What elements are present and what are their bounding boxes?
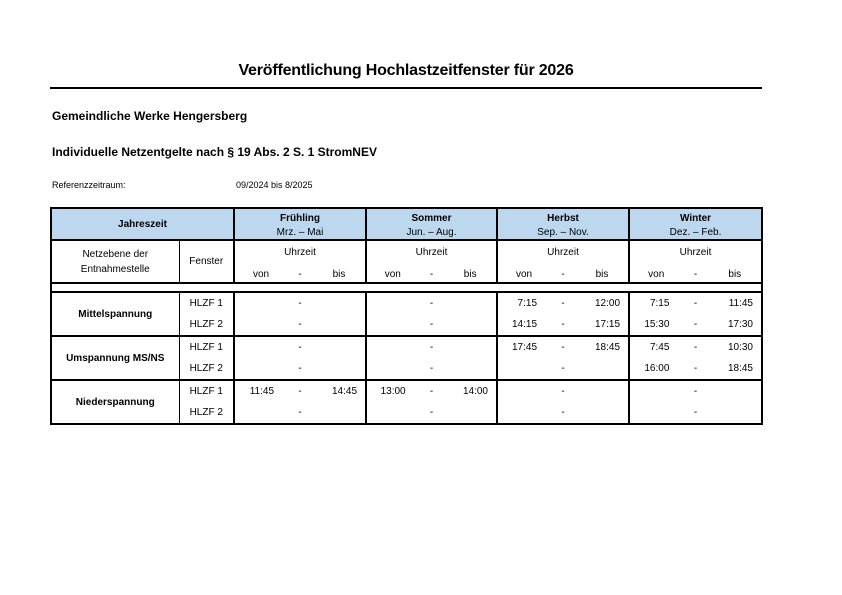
- reference-period-label: Referenzzeitraum:: [52, 180, 126, 190]
- time-cell-niederspannung-fruehling: [234, 380, 366, 424]
- season-name: Sommer: [411, 213, 452, 224]
- netzebene-mittelspannung: Mittelspannung: [51, 292, 179, 336]
- time-row-hlzf2: [367, 314, 496, 335]
- time-von: 15:30: [644, 319, 670, 330]
- time-bis: 12:00: [594, 298, 621, 309]
- time-dash: -: [693, 386, 698, 397]
- season-months: Jun. – Aug.: [406, 227, 457, 238]
- time-dash: -: [561, 298, 565, 309]
- time-row-hlzf1: [498, 381, 628, 402]
- time-row-hlzf2: [498, 402, 628, 423]
- von-label: von: [515, 268, 533, 280]
- time-bis: [313, 402, 365, 423]
- time-bis: [313, 293, 365, 314]
- hochlastzeitfenster-table: [50, 207, 763, 425]
- season-name: Winter: [680, 213, 712, 224]
- time-cell-niederspannung-winter: [629, 380, 762, 424]
- time-row-hlzf1: [235, 293, 365, 314]
- season-name: Herbst: [547, 213, 579, 224]
- time-von: [235, 293, 287, 314]
- time-dash: -: [693, 319, 698, 330]
- header-row-uhrzeit: [51, 240, 762, 283]
- time-dash: -: [561, 363, 565, 374]
- time-von: 17:45: [511, 342, 538, 353]
- uhrzeit-header-winter: [629, 240, 762, 283]
- time-bis: [444, 402, 496, 423]
- fenster-hlzf2: HLZF 2: [189, 319, 223, 330]
- time-row-hlzf1: [367, 337, 496, 358]
- time-dash: -: [561, 342, 565, 353]
- fenster-cell-mittelspannung: [179, 292, 234, 336]
- time-dash: -: [298, 386, 302, 397]
- fenster-hlzf1: HLZF 1: [189, 342, 223, 353]
- von-label: von: [384, 268, 401, 280]
- time-bis: [444, 293, 496, 314]
- fenster-cell-niederspannung: [179, 380, 234, 424]
- uhrzeit-label: Uhrzeit: [679, 246, 712, 258]
- time-row-hlzf2: [367, 358, 496, 379]
- time-von: 16:00: [644, 363, 670, 374]
- fenster-hlzf1: HLZF 1: [189, 298, 223, 309]
- time-cell-mittelspannung-fruehling: [234, 292, 366, 336]
- time-bis: 11:45: [728, 298, 753, 309]
- fenster-cell-umspannung-ms-ns: [179, 336, 234, 380]
- time-row-hlzf1: [630, 293, 761, 314]
- time-cell-mittelspannung-sommer: [366, 292, 497, 336]
- time-von: [367, 293, 419, 314]
- time-von: 7:15: [649, 298, 670, 309]
- time-bis: [444, 337, 496, 358]
- company-name: Gemeindliche Werke Hengersberg: [52, 109, 248, 123]
- time-bis: [444, 314, 496, 335]
- spacer-row: [51, 283, 762, 292]
- header-row-seasons: [51, 208, 762, 240]
- bis-label: bis: [332, 268, 346, 280]
- time-cell-umspannung-fruehling: [234, 336, 366, 380]
- time-von: [498, 381, 550, 402]
- document-subtitle: Individuelle Netzentgelte nach § 19 Abs. 2 S. 1 StromNEV: [52, 145, 377, 159]
- season-header-fruehling: [234, 208, 366, 240]
- time-row-hlzf1: [498, 337, 628, 358]
- time-row-hlzf2: [498, 358, 628, 379]
- uhrzeit-label: Uhrzeit: [547, 246, 579, 258]
- page-title: Veröffentlichung Hochlastzeitfenster für 2026: [238, 62, 574, 79]
- time-von: 11:45: [249, 386, 275, 397]
- time-cell-mittelspannung-winter: [629, 292, 762, 336]
- time-bis: [576, 381, 628, 402]
- spacer-cell: [51, 283, 762, 292]
- time-von: [235, 358, 287, 379]
- time-bis: 18:45: [727, 363, 753, 374]
- time-bis: [444, 358, 496, 379]
- uhrzeit-label: Uhrzeit: [415, 246, 448, 258]
- time-row-hlzf1: [498, 293, 628, 314]
- time-bis: [709, 402, 761, 423]
- uhrzeit-header-herbst: [497, 240, 629, 283]
- fenster-hlzf2: HLZF 2: [189, 363, 223, 374]
- netzebene-header-cell: [51, 240, 179, 283]
- time-von: [367, 314, 419, 335]
- time-bis: [313, 337, 365, 358]
- time-bis: 17:15: [594, 319, 621, 330]
- time-row-hlzf1: [630, 337, 761, 358]
- time-cell-niederspannung-herbst: [497, 380, 629, 424]
- time-cell-umspannung-herbst: [497, 336, 629, 380]
- time-dash: -: [298, 342, 302, 353]
- netzebene-line2: Entnahmestelle: [80, 263, 150, 275]
- time-von: [367, 402, 419, 423]
- time-dash: -: [429, 363, 434, 374]
- time-von: 7:15: [517, 298, 538, 309]
- time-bis: [313, 314, 365, 335]
- netzebene-line1: Netzebene der: [82, 248, 149, 260]
- time-bis: 18:45: [594, 342, 621, 353]
- group-row-mittelspannung: [51, 292, 762, 336]
- time-bis: 10:30: [727, 342, 753, 353]
- season-months: Sep. – Nov.: [537, 227, 589, 238]
- fenster-hlzf1: HLZF 1: [189, 386, 223, 397]
- time-row-hlzf2: [235, 402, 365, 423]
- time-dash: -: [429, 298, 434, 309]
- time-dash: -: [693, 342, 698, 353]
- time-row-hlzf2: [630, 402, 761, 423]
- uhrzeit-header-sommer: [366, 240, 497, 283]
- time-von: 7:45: [649, 342, 670, 353]
- time-dash: -: [561, 407, 565, 418]
- time-von: [367, 337, 419, 358]
- group-row-niederspannung: [51, 380, 762, 424]
- time-von: [498, 402, 550, 423]
- time-dash: -: [693, 363, 698, 374]
- dash-label: -: [693, 268, 698, 280]
- bis-label: bis: [463, 268, 477, 280]
- time-row-hlzf2: [498, 314, 628, 335]
- time-bis: 14:00: [462, 386, 488, 397]
- time-von: [235, 337, 287, 358]
- time-row-hlzf1: [235, 337, 365, 358]
- time-dash: -: [429, 342, 434, 353]
- time-dash: -: [298, 298, 302, 309]
- time-row-hlzf1: [367, 381, 496, 402]
- dash-label: -: [298, 268, 302, 280]
- time-dash: -: [298, 363, 302, 374]
- time-row-hlzf2: [630, 358, 761, 379]
- time-dash: -: [429, 319, 434, 330]
- fenster-header-cell: Fenster: [179, 240, 234, 283]
- von-bis-header: [630, 268, 761, 282]
- group-row-umspannung-ms-ns: [51, 336, 762, 380]
- time-row-hlzf2: [235, 314, 365, 335]
- von-label: von: [252, 268, 270, 280]
- time-row-hlzf1: [235, 381, 365, 402]
- von-bis-header: [367, 268, 496, 282]
- time-bis: [709, 381, 761, 402]
- time-von: [235, 402, 287, 423]
- time-dash: -: [561, 319, 565, 330]
- season-header-herbst: [497, 208, 629, 240]
- netzebene-niederspannung: Niederspannung: [51, 380, 179, 424]
- fenster-hlzf2: HLZF 2: [189, 407, 223, 418]
- season-header-sommer: [366, 208, 497, 240]
- time-row-hlzf2: [235, 358, 365, 379]
- time-von: [235, 314, 287, 335]
- season-name: Frühling: [280, 213, 321, 224]
- time-dash: -: [429, 407, 434, 418]
- time-bis: 14:45: [331, 386, 358, 397]
- time-dash: -: [693, 407, 698, 418]
- time-dash: -: [298, 319, 302, 330]
- time-von: [498, 358, 550, 379]
- time-dash: -: [561, 386, 565, 397]
- dash-label: -: [561, 268, 565, 280]
- time-bis: [313, 358, 365, 379]
- time-von: [630, 402, 682, 423]
- time-von: 13:00: [380, 386, 406, 397]
- time-cell-umspannung-winter: [629, 336, 762, 380]
- uhrzeit-label: Uhrzeit: [284, 246, 316, 258]
- von-label: von: [648, 268, 665, 280]
- season-months: Dez. – Feb.: [669, 227, 722, 238]
- netzebene-umspannung-ms-ns: Umspannung MS/NS: [51, 336, 179, 380]
- time-cell-mittelspannung-herbst: [497, 292, 629, 336]
- title-rule: [50, 87, 762, 89]
- time-bis: [576, 402, 628, 423]
- time-dash: -: [429, 386, 434, 397]
- reference-period-value: 09/2024 bis 8/2025: [236, 180, 313, 190]
- dash-label: -: [429, 268, 434, 280]
- jahreszeit-header-cell: Jahreszeit: [51, 208, 234, 240]
- time-von: [630, 381, 682, 402]
- time-row-hlzf2: [630, 314, 761, 335]
- von-bis-header: [235, 268, 365, 282]
- time-cell-niederspannung-sommer: [366, 380, 497, 424]
- time-von: [367, 358, 419, 379]
- time-row-hlzf2: [367, 402, 496, 423]
- uhrzeit-header-fruehling: [234, 240, 366, 283]
- von-bis-header: [498, 268, 628, 282]
- time-dash: -: [693, 298, 698, 309]
- season-header-winter: [629, 208, 762, 240]
- bis-label: bis: [595, 268, 609, 280]
- bis-label: bis: [728, 268, 742, 280]
- time-bis: [576, 358, 628, 379]
- time-von: 14:15: [511, 319, 538, 330]
- season-months: Mrz. – Mai: [276, 227, 324, 238]
- time-dash: -: [298, 407, 302, 418]
- time-row-hlzf1: [367, 293, 496, 314]
- time-row-hlzf1: [630, 381, 761, 402]
- time-bis: 17:30: [727, 319, 753, 330]
- time-cell-umspannung-sommer: [366, 336, 497, 380]
